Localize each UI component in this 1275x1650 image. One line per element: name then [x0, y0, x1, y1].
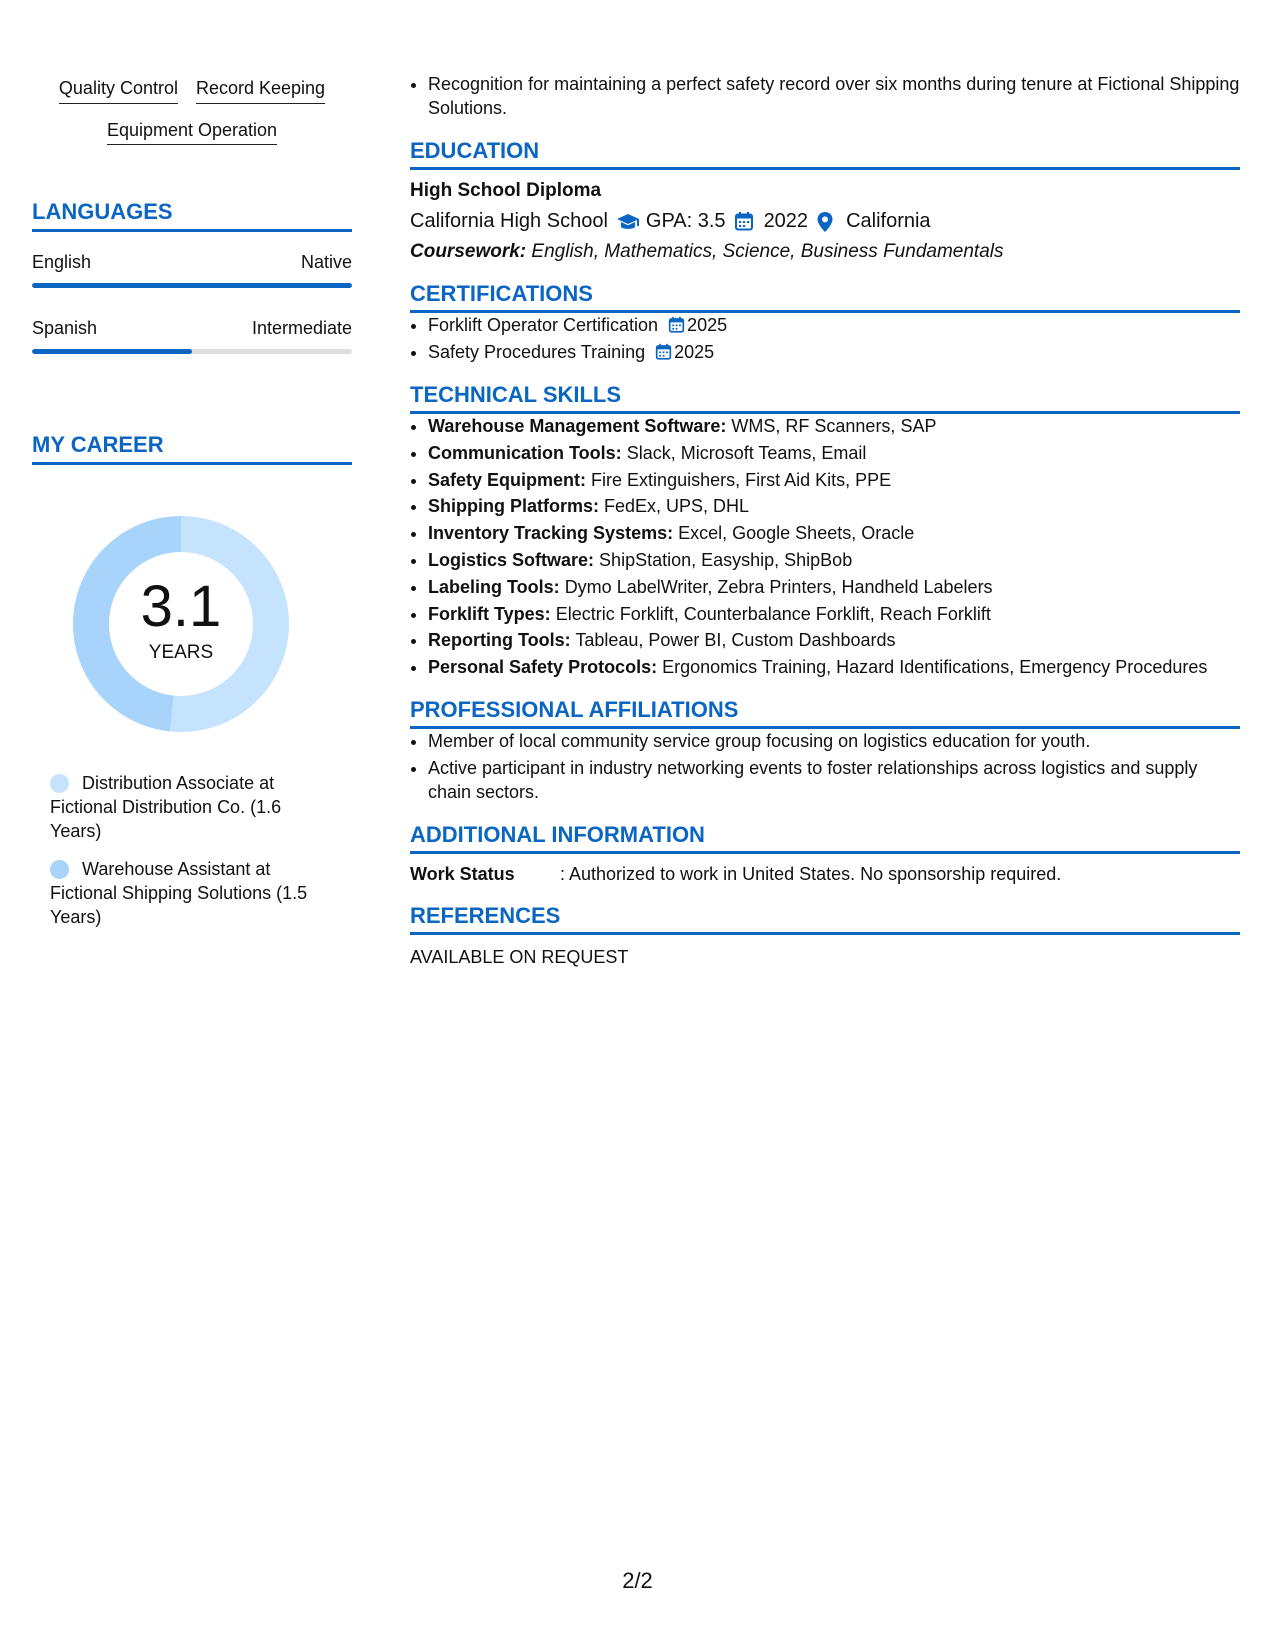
skill-value: FedEx, UPS, DHL [604, 496, 750, 517]
skill-value: ShipStation, Easyship, ShipBob [599, 549, 853, 570]
career-legend-label: Warehouse Assistant at Fictional Shipping Solutions (1.5 Years) [50, 859, 308, 928]
technical-skills-list [410, 414, 1240, 679]
skill-tags [32, 72, 352, 145]
certification-name: Safety Procedures Training [428, 342, 646, 362]
career-donut-chart [66, 509, 296, 739]
work-status-value: : Authorized to work in United States. No sponsorship required. [560, 864, 1062, 885]
education-school: California High School [410, 210, 608, 232]
skill-label: Labeling Tools: [428, 576, 560, 597]
skill-value: Tableau, Power BI, Custom Dashboards [575, 630, 896, 651]
skill-item [428, 655, 1240, 679]
references-text: AVAILABLE ON REQUEST [410, 947, 629, 968]
certification-item [428, 313, 1240, 337]
language-level: Native [300, 252, 352, 273]
legend-dot [50, 774, 69, 793]
coursework-label: Coursework: [410, 241, 527, 262]
references-section [410, 903, 1240, 968]
list-item: • Active participant in industry networking events to foster relationships across logistics and supply chain sectors. [428, 756, 1240, 804]
right-column [410, 72, 1240, 968]
calendar-icon [734, 211, 756, 233]
references-title: REFERENCES [410, 903, 1240, 935]
skill-item [428, 414, 1240, 438]
skill-tag: Equipment Operation [107, 114, 277, 146]
skill-label: Forklift Types: [428, 603, 551, 624]
certification-year: 2025 [674, 342, 715, 362]
language-bar-fill [32, 283, 352, 288]
language-bar [32, 349, 352, 354]
skill-label: Shipping Platforms: [428, 496, 599, 517]
language-item [32, 252, 352, 288]
certification-year: 2025 [687, 315, 728, 335]
certification-name: Forklift Operator Certification [428, 315, 659, 335]
education-year: 2022 [763, 210, 809, 232]
calendar-icon [668, 315, 685, 332]
additional-info-section [410, 822, 1240, 885]
technical-skills-section [410, 382, 1240, 679]
language-bar [32, 283, 352, 288]
technical-skills-title: TECHNICAL SKILLS [410, 382, 1240, 414]
certification-item [428, 340, 1240, 364]
language-name: Spanish [32, 318, 98, 339]
skill-item [428, 575, 1240, 599]
skill-value: Excel, Google Sheets, Oracle [678, 523, 915, 544]
career-legend [32, 771, 352, 929]
page-number: 2/2 [622, 1568, 653, 1593]
skill-value: Electric Forklift, Counterbalance Forklift, Reach Forklift [555, 603, 991, 624]
legend-dot [50, 860, 69, 879]
skill-label: Personal Safety Protocols: [428, 657, 658, 678]
achievements-list [410, 72, 1240, 120]
career-legend-item [50, 771, 320, 843]
skill-label: Logistics Software: [428, 549, 595, 570]
education-degree: High School Diploma [410, 180, 602, 201]
language-name: English [32, 252, 92, 273]
graduation-cap-icon [616, 211, 638, 233]
affiliations-title: PROFESSIONAL AFFILIATIONS [410, 697, 1240, 729]
career-legend-item [50, 857, 320, 929]
language-item [32, 318, 352, 354]
additional-info-title: ADDITIONAL INFORMATION [410, 822, 1240, 854]
career-legend-label: Distribution Associate at Fictional Distribution Co. (1.6 Years) [50, 773, 282, 842]
skill-label: Safety Equipment: [428, 469, 587, 490]
career-total-unit: YEARS [148, 642, 214, 664]
list-item: • Member of local community service group focusing on logistics education for youth. [428, 729, 1240, 753]
career-total-years: 3.1 [140, 574, 222, 640]
career-section [32, 432, 352, 929]
calendar-icon [655, 342, 672, 359]
skill-label: Inventory Tracking Systems: [428, 523, 674, 544]
skill-item [428, 548, 1240, 572]
map-pin-icon [816, 211, 838, 233]
work-status-row [410, 864, 1240, 885]
list-item: • Recognition for maintaining a perfect safety record over six months during tenure at Fictional Shipping Solutions. [428, 72, 1240, 120]
left-column [32, 72, 352, 943]
education-title: EDUCATION [410, 138, 1240, 170]
education-location: California [846, 210, 931, 232]
skill-label: Communication Tools: [428, 442, 622, 463]
skill-item [428, 494, 1240, 518]
skill-value: Dymo LabelWriter, Zebra Printers, Handheld Labelers [564, 576, 993, 597]
certifications-section [410, 281, 1240, 364]
affiliations-section [410, 697, 1240, 804]
skill-item [428, 441, 1240, 465]
language-bar-fill [32, 349, 192, 354]
education-gpa: GPA: 3.5 [645, 210, 726, 232]
languages-title: LANGUAGES [32, 199, 352, 232]
skill-tag: Quality Control [59, 72, 178, 104]
skill-item [428, 521, 1240, 545]
education-details [410, 210, 1240, 233]
education-section [410, 138, 1240, 263]
certifications-title: CERTIFICATIONS [410, 281, 1240, 313]
skill-tag: Record Keeping [196, 72, 325, 104]
skill-item [428, 468, 1240, 492]
coursework-value: English, Mathematics, Science, Business Fundamentals [531, 241, 1004, 262]
skill-label: Warehouse Management Software: [428, 416, 727, 436]
languages-section [32, 199, 352, 354]
certifications-list [410, 313, 1240, 364]
work-status-label: Work Status [410, 864, 515, 885]
skill-value: Fire Extinguishers, First Aid Kits, PPE [591, 469, 892, 490]
skill-item [428, 628, 1240, 652]
affiliations-list [410, 729, 1240, 804]
skill-label: Reporting Tools: [428, 630, 571, 651]
skill-value: WMS, RF Scanners, SAP [731, 416, 937, 436]
language-level: Intermediate [251, 318, 352, 339]
career-title: MY CAREER [32, 432, 352, 465]
skill-value: Ergonomics Training, Hazard Identifications, Emergency Procedures [662, 657, 1208, 678]
skill-value: Slack, Microsoft Teams, Email [626, 442, 867, 463]
skill-item [428, 602, 1240, 626]
education-coursework [410, 241, 1240, 263]
